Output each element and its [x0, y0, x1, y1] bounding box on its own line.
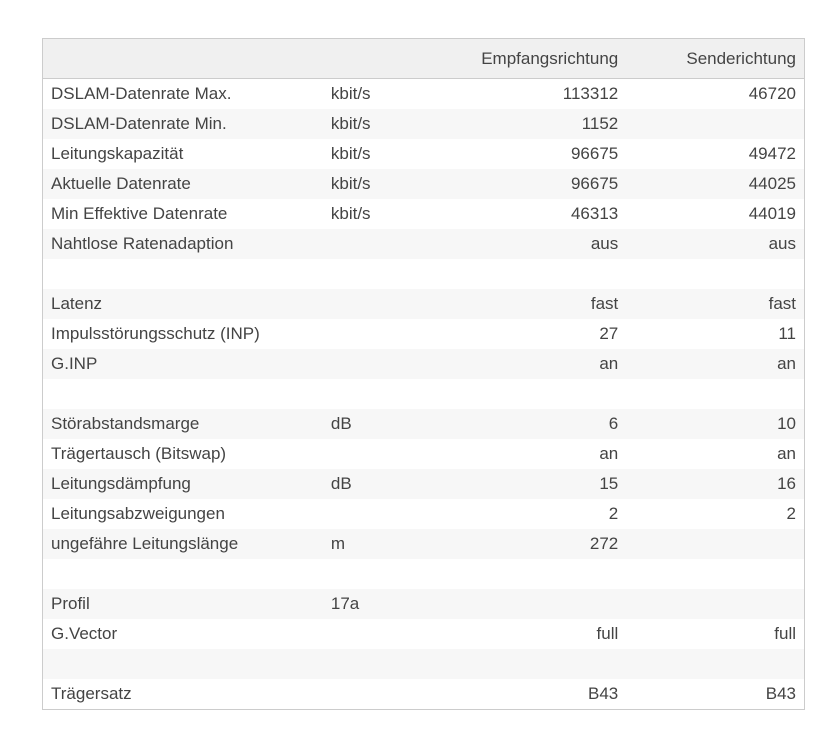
cell-label: DSLAM-Datenrate Min.: [51, 114, 227, 133]
table-row: [43, 319, 805, 349]
cell-tx-value: 44019: [748, 204, 796, 223]
table-row: [43, 109, 805, 139]
cell-rx-value: 27: [599, 324, 619, 343]
cell-rx-value: aus: [590, 234, 619, 253]
column-header-unit: [323, 39, 443, 79]
table-row: [43, 499, 805, 529]
cell-unit: m: [330, 534, 346, 553]
table-row: [43, 169, 805, 199]
cell-rx-value: 96675: [570, 174, 619, 193]
cell-rx-value: fast: [590, 294, 619, 313]
dsl-info-panel: [42, 38, 805, 710]
cell-tx-value: 46720: [748, 84, 796, 103]
cell-rx-value: 46313: [570, 204, 619, 223]
column-header-label: [43, 39, 323, 79]
table-row: [43, 289, 805, 319]
table-row: [43, 229, 805, 259]
table-row: [43, 439, 805, 469]
cell-tx-value: 10: [777, 414, 796, 433]
cell-rx-value: [443, 259, 626, 289]
cell-label: Aktuelle Datenrate: [51, 174, 191, 193]
cell-tx-value: [626, 559, 804, 589]
cell-unit: [323, 379, 443, 409]
cell-rx-value: 2: [608, 504, 619, 523]
cell-rx-value: [443, 379, 626, 409]
cell-unit: dB: [330, 474, 352, 493]
cell-tx-value: 44025: [748, 174, 796, 193]
table-body: [43, 79, 805, 710]
table-row: [43, 529, 805, 559]
cell-tx-value: aus: [768, 234, 796, 253]
cell-label: Nahtlose Ratenadaption: [51, 234, 234, 253]
cell-tx-value: [626, 529, 804, 559]
cell-label: Leitungskapazität: [51, 144, 184, 163]
cell-label: Leitungsdämpfung: [51, 474, 191, 493]
cell-unit: [323, 259, 443, 289]
dsl-info-table: [42, 38, 805, 710]
table-row: [43, 379, 805, 409]
cell-unit: [323, 649, 443, 679]
cell-unit: kbit/s: [330, 204, 371, 223]
cell-label: [43, 649, 323, 679]
cell-unit: [323, 499, 443, 529]
cell-unit: dB: [330, 414, 352, 433]
cell-unit: [323, 289, 443, 319]
cell-label: Profil: [51, 594, 90, 613]
cell-label: G.Vector: [51, 624, 118, 643]
cell-unit: kbit/s: [330, 174, 371, 193]
cell-tx-value: fast: [768, 294, 796, 313]
cell-tx-value: 49472: [748, 144, 796, 163]
cell-label: DSLAM-Datenrate Max.: [51, 84, 232, 103]
cell-label: Min Effektive Datenrate: [51, 204, 228, 223]
cell-rx-value: full: [596, 624, 619, 643]
table-row: [43, 349, 805, 379]
cell-label: [43, 379, 323, 409]
cell-label: Trägertausch (Bitswap): [51, 444, 227, 463]
table-row: [43, 139, 805, 169]
cell-tx-value: [626, 109, 804, 139]
cell-rx-value: [443, 589, 626, 619]
cell-unit: kbit/s: [330, 144, 371, 163]
table-row: [43, 589, 805, 619]
cell-label: ungefähre Leitungslänge: [51, 534, 239, 553]
table-row: [43, 259, 805, 289]
cell-tx-value: an: [777, 444, 796, 463]
cell-label: Latenz: [51, 294, 103, 313]
cell-unit: [323, 229, 443, 259]
header-row: [43, 39, 805, 79]
table-row: [43, 559, 805, 589]
cell-label: Trägersatz: [51, 684, 132, 703]
cell-unit: 17a: [330, 594, 360, 613]
cell-rx-value: 6: [608, 414, 619, 433]
cell-label: G.INP: [51, 354, 98, 373]
table-row: [43, 649, 805, 679]
cell-tx-value: 16: [777, 474, 796, 493]
cell-rx-value: an: [599, 444, 619, 463]
cell-rx-value: 15: [599, 474, 619, 493]
cell-rx-value: [443, 559, 626, 589]
cell-rx-value: 1152: [581, 114, 619, 133]
table-row: [43, 409, 805, 439]
column-header-empfangsrichtung: Empfangsrichtung: [443, 39, 626, 79]
cell-label: Leitungsabzweigungen: [51, 504, 225, 523]
cell-unit: [323, 439, 443, 469]
table-row: [43, 469, 805, 499]
cell-unit: [323, 559, 443, 589]
cell-unit: [323, 319, 443, 349]
table-header: [43, 39, 805, 79]
table-row: [43, 79, 805, 110]
cell-rx-value: an: [599, 354, 619, 373]
cell-rx-value: 113312: [562, 84, 619, 103]
cell-tx-value: [626, 379, 804, 409]
table-row: [43, 679, 805, 710]
cell-unit: [323, 679, 443, 710]
cell-unit: kbit/s: [330, 84, 371, 103]
cell-tx-value: B43: [765, 684, 796, 703]
cell-rx-value: 96675: [570, 144, 619, 163]
cell-unit: kbit/s: [330, 114, 371, 133]
cell-tx-value: 2: [786, 504, 796, 523]
cell-label: Störabstandsmarge: [51, 414, 200, 433]
cell-tx-value: an: [777, 354, 796, 373]
cell-rx-value: B43: [588, 684, 619, 703]
table-row: [43, 199, 805, 229]
cell-unit: [323, 619, 443, 649]
cell-rx-value: 272: [589, 534, 619, 553]
cell-label: [43, 259, 323, 289]
cell-label: [43, 559, 323, 589]
cell-tx-value: full: [774, 624, 796, 643]
cell-tx-value: [626, 589, 804, 619]
table-row: [43, 619, 805, 649]
cell-label: Impulsstörungsschutz (INP): [51, 324, 260, 343]
cell-tx-value: [626, 649, 804, 679]
cell-tx-value: [626, 259, 804, 289]
column-header-senderichtung: Senderichtung: [626, 39, 804, 79]
cell-tx-value: 11: [778, 324, 796, 343]
cell-unit: [323, 349, 443, 379]
cell-rx-value: [443, 649, 626, 679]
